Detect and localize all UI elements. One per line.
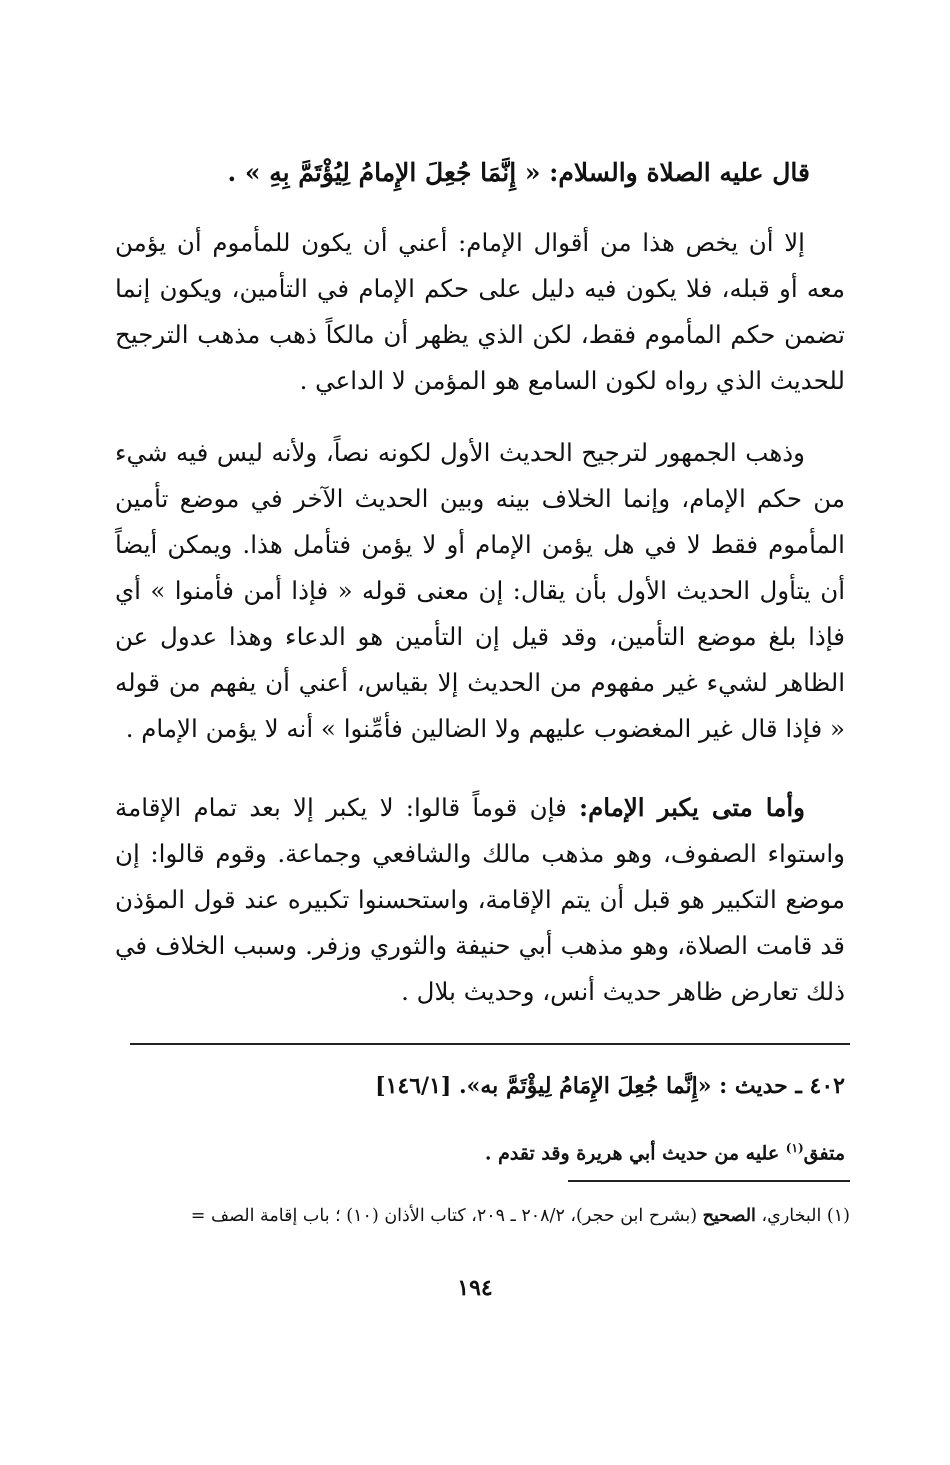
footnote-rest: (بشرح ابن حجر)، ٢٠٨/٢ ـ ٢٠٩، كتاب الأذان (١٠) ؛ باب إقامة الصف = [190,1206,703,1226]
paragraph-3-heading: وأما متى يكبر الإمام: [579,793,805,822]
footnote-source-title: الصحيح [702,1206,756,1226]
hadith-takhrij-note [145,1130,845,1171]
opening-hadith-line: قال عليه الصلاة والسلام: « إِنَّمَا جُعِلَ الإِمامُ لِيُؤْتَمَّ بِهِ » . [227,158,810,187]
paragraph-3 [115,785,845,1015]
paragraph-2-text: وذهب الجمهور لترجيح الحديث الأول لكونه نصاً، ولأنه ليس فيه شيء من حكم الإمام، وإنما الخلاف بينه وبين الحديث الآخر في موضع تأمين المأموم فقط لا في هل يؤمن الإمام أو لا يؤمن فتأمل هذا. ويمكن أيضاً أن يتأول الحديث الأول بأن يقال: إن معنى قوله « فإذا أمن فأمنوا » أي فإذا بلغ موضع التأمين، وقد قيل إن التأمين هو الدعاء وهذا عدول عن الظاهر لشيء غير مفهوم من الحديث إلا بقياس، أعني أن يفهم من قوله « فإذا قال غير المغضوب عليهم ولا الضالين فأمِّنوا » أنه لا يؤمن الإمام . [115,438,845,743]
footnote-divider [568,1180,850,1182]
paragraph-1-text: إلا أن يخص هذا من أقوال الإمام: أعني أن يكون للمأموم أن يؤمن معه أو قبله، فلا يكون فيه دليل على حكم الإمام في التأمين، ويكون إنما تضمن حكم المأموم فقط، لكن الذي يظهر أن مالكاً ذهب مذهب الترجيح للحديث الذي رواه لكون السامع هو المؤمن لا الداعي . [115,228,845,395]
paragraph-1 [115,220,845,404]
hadith-reference: ٤٠٢ ـ حديث : «إِنَّما جُعِلَ الإِمَامُ لِيؤْتَمَّ به». [١٤٦/١] [375,1073,845,1099]
hadith-note-start: متفق [803,1142,845,1165]
section-divider [130,1043,850,1045]
paragraph-3-text: فإن قوماً قالوا: لا يكبر إلا بعد تمام الإقامة واستواء الصفوف، وهو مذهب مالك والشافعي وجماعة. وقوم قالوا: إن موضع التكبير هو قبل أن يتم الإقامة، واستحسنوا تكبيره عند قول المؤذن قد قامت الصلاة، وهو مذهب أبي حنيفة والثوري وزفر. وسبب الخلاف في ذلك تعارض ظاهر حديث أنس، وحديث بلال . [115,793,845,1006]
footnote-marker[interactable]: (١) [785,1141,804,1155]
hadith-note-end: عليه من حديث أبي هريرة وقد تقدم . [484,1142,786,1165]
footnote-prefix: (١) البخاري، [755,1206,850,1226]
paragraph-2 [115,430,845,752]
page-number: ١٩٤ [457,1275,493,1301]
footnote [90,1200,850,1232]
